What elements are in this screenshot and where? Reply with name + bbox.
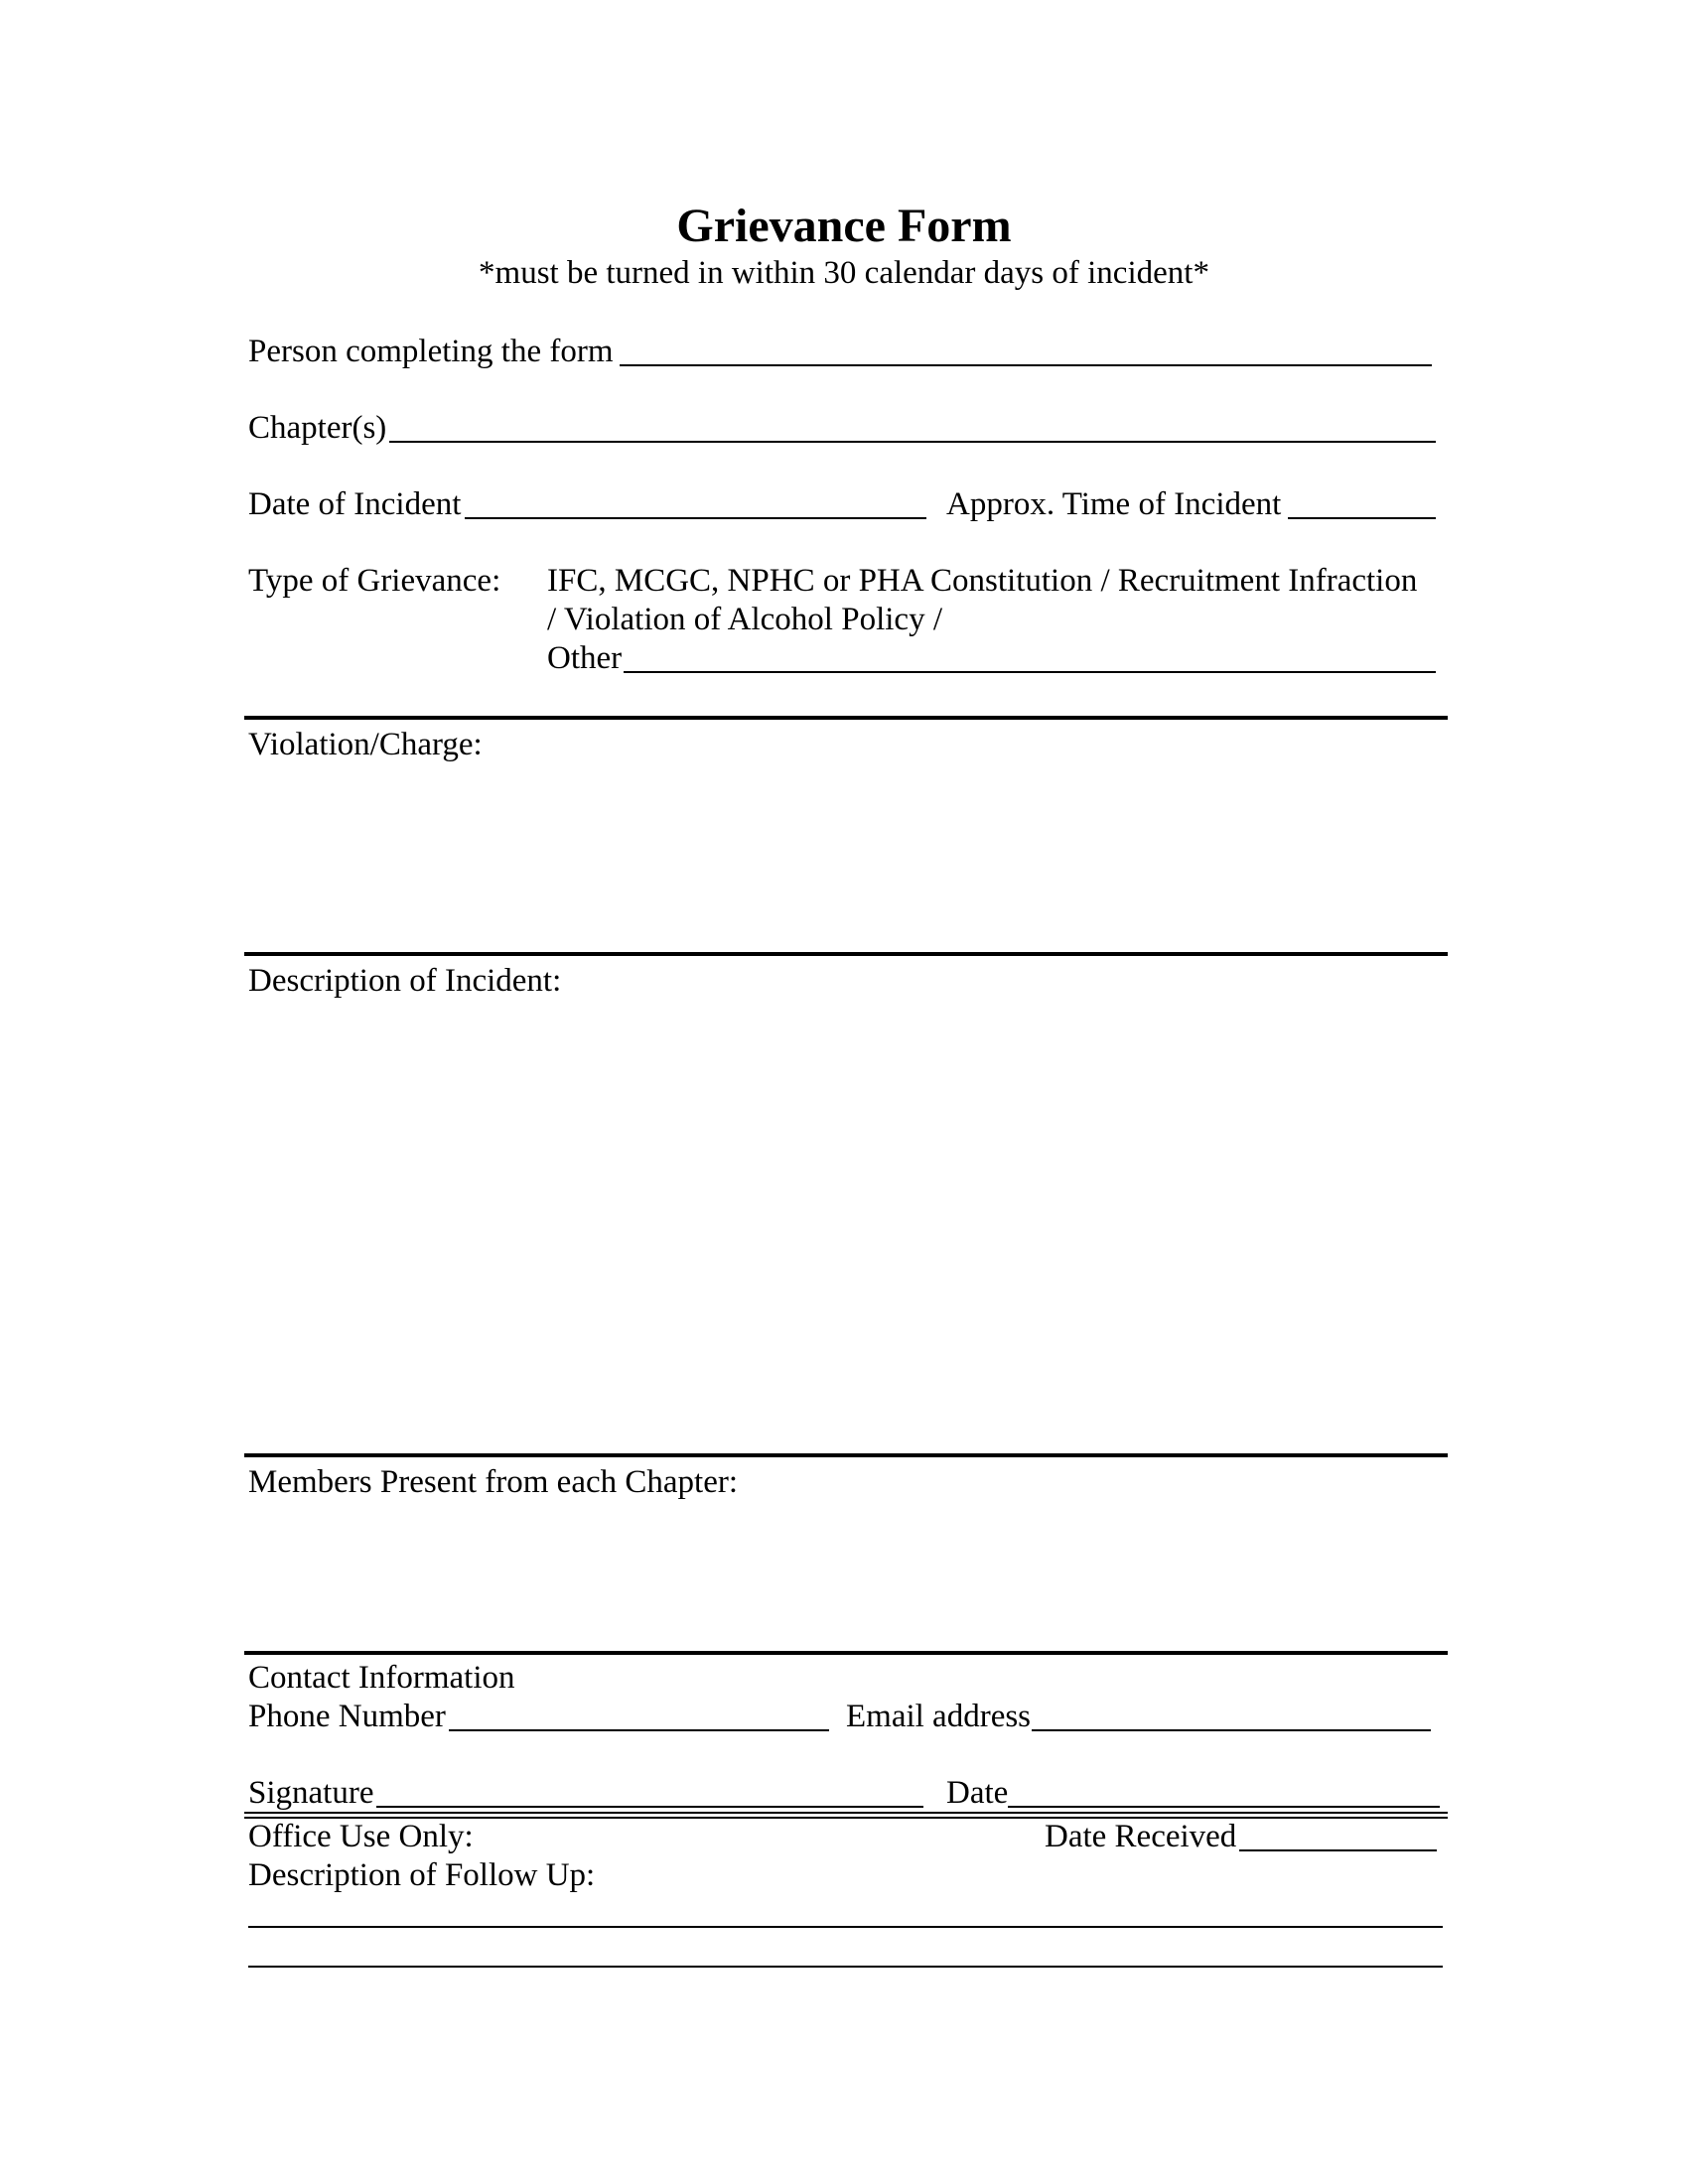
chapters-label: Chapter(s) bbox=[248, 410, 387, 446]
type-of-grievance-other-label: Other bbox=[547, 640, 623, 676]
type-of-grievance-options-line2: / Violation of Alcohol Policy / bbox=[547, 602, 942, 637]
type-of-grievance-other-field[interactable] bbox=[624, 671, 1436, 673]
phone-number-label: Phone Number bbox=[248, 1699, 446, 1734]
follow-up-label: Description of Follow Up: bbox=[248, 1857, 596, 1893]
type-of-grievance-label: Type of Grievance: bbox=[248, 563, 501, 599]
date-of-incident-label: Date of Incident bbox=[248, 486, 462, 522]
violation-charge-area[interactable] bbox=[244, 766, 1448, 945]
approx-time-field[interactable] bbox=[1288, 517, 1436, 519]
violation-charge-label: Violation/Charge: bbox=[248, 727, 483, 762]
members-present-label: Members Present from each Chapter: bbox=[248, 1464, 739, 1500]
signature-field[interactable] bbox=[376, 1806, 923, 1808]
form-title: Grievance Form bbox=[676, 200, 1012, 252]
email-address-label: Email address bbox=[846, 1699, 1032, 1734]
chapters-field[interactable] bbox=[389, 441, 1436, 443]
follow-up-line-2[interactable] bbox=[248, 1966, 1443, 1968]
date-of-incident-field[interactable] bbox=[465, 517, 926, 519]
approx-time-label: Approx. Time of Incident bbox=[946, 486, 1282, 522]
office-use-only-heading: Office Use Only: bbox=[248, 1819, 474, 1854]
violation-section-divider bbox=[244, 716, 1448, 720]
phone-number-field[interactable] bbox=[449, 1729, 829, 1731]
description-section-divider bbox=[244, 952, 1448, 956]
signature-label: Signature bbox=[248, 1775, 374, 1811]
email-address-field[interactable] bbox=[1032, 1729, 1431, 1731]
date-label: Date bbox=[946, 1775, 1009, 1811]
contact-section-divider bbox=[244, 1651, 1448, 1655]
date-received-field[interactable] bbox=[1239, 1849, 1437, 1851]
follow-up-line-1[interactable] bbox=[248, 1926, 1443, 1928]
contact-information-heading: Contact Information bbox=[248, 1660, 515, 1696]
description-of-incident-label: Description of Incident: bbox=[248, 963, 562, 999]
person-completing-field[interactable] bbox=[620, 364, 1432, 366]
members-section-divider bbox=[244, 1453, 1448, 1457]
type-of-grievance-options-line1: IFC, MCGC, NPHC or PHA Constitution / Recruitment Infraction bbox=[547, 563, 1418, 599]
date-received-label: Date Received bbox=[1045, 1819, 1237, 1854]
date-field[interactable] bbox=[1008, 1806, 1440, 1808]
form-subtitle: *must be turned in within 30 calendar days of incident* bbox=[479, 255, 1209, 291]
person-completing-label: Person completing the form bbox=[248, 334, 614, 369]
members-present-area[interactable] bbox=[244, 1504, 1448, 1648]
description-of-incident-area[interactable] bbox=[244, 1003, 1448, 1449]
